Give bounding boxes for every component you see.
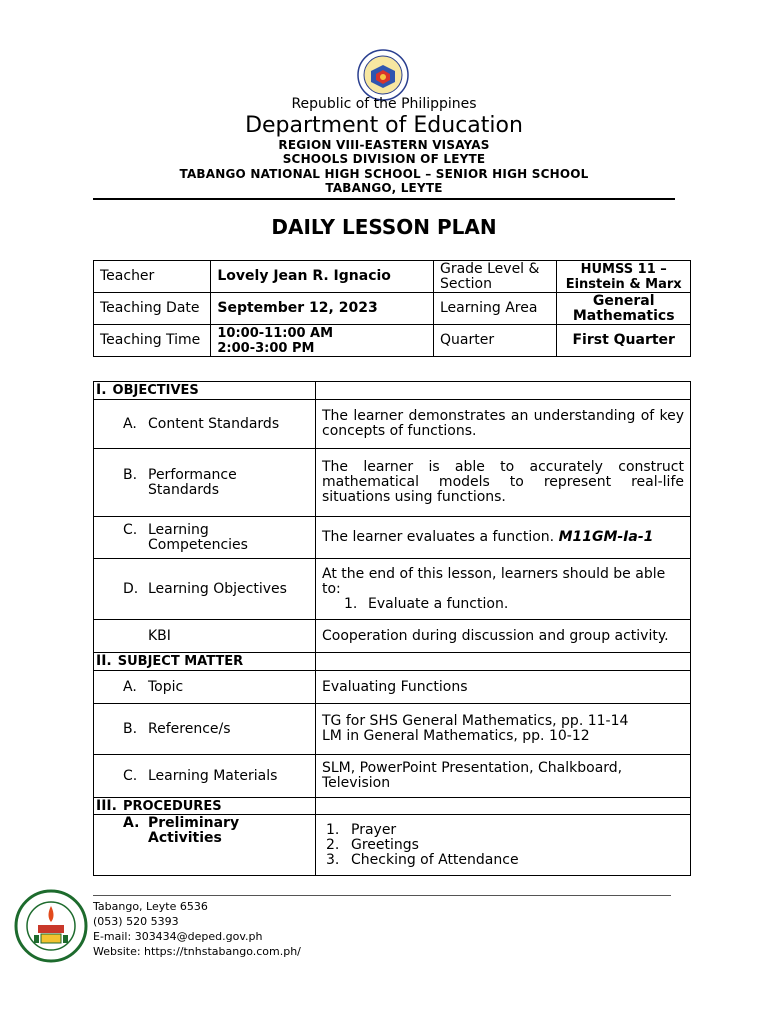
grade-label: Grade Level & Section bbox=[433, 261, 556, 293]
content-standards-label: A. Content Standards bbox=[94, 400, 316, 449]
learning-competencies-label: C. Learning Competencies bbox=[94, 517, 316, 559]
learning-objectives-text: At the end of this lesson, learners should be able to: 1. Evaluate a function. bbox=[316, 559, 691, 620]
tnhs-school-logo-icon bbox=[14, 889, 88, 963]
time-value bbox=[211, 325, 434, 357]
department-name: Department of Education bbox=[245, 113, 523, 138]
list-item-text: Checking of Attendance bbox=[351, 851, 519, 868]
time-afternoon: 2:00-3:00 PM bbox=[217, 340, 315, 356]
topic-text: Evaluating Functions bbox=[316, 671, 691, 704]
area-label: Learning Area bbox=[433, 293, 556, 325]
school-town: TABANGO, LEYTE bbox=[325, 181, 443, 195]
content-standards-text: The learner demonstrates an understanding of key concepts of functions. bbox=[316, 400, 691, 449]
list-item-number: 1. bbox=[326, 821, 340, 838]
time-morning: 10:00-11:00 AM bbox=[217, 325, 334, 341]
info-table bbox=[93, 260, 691, 357]
footer-contact bbox=[93, 899, 301, 959]
section-subject-matter: II. SUBJECT MATTER bbox=[94, 653, 316, 671]
learning-objectives-label: D. Learning Objectives bbox=[94, 559, 316, 620]
lesson-plan-table bbox=[93, 381, 691, 876]
performance-standards-text: The learner is able to accurately construct mathematical models to represent real-life situations using functions. bbox=[316, 449, 691, 517]
teacher-value: Lovely Jean R. Ignacio bbox=[211, 261, 434, 293]
list-item bbox=[326, 823, 684, 838]
division-line: SCHOOLS DIVISION OF LEYTE bbox=[282, 152, 486, 166]
list-item-text: Prayer bbox=[351, 821, 397, 838]
list-item bbox=[326, 853, 684, 868]
list-item-number: 2. bbox=[326, 836, 340, 853]
learning-competencies-text: The learner evaluates a function. M11GM-Ia-1 bbox=[316, 517, 691, 559]
area-value: General Mathematics bbox=[557, 293, 691, 325]
date-value: September 12, 2023 bbox=[211, 293, 434, 325]
objective-item: 1. Evaluate a function. bbox=[344, 595, 509, 612]
preliminary-activities-list bbox=[316, 815, 691, 876]
quarter-label: Quarter bbox=[433, 325, 556, 357]
footer-phone: (053) 520 5393 bbox=[93, 915, 179, 928]
performance-standards-label: B. Performance Standards bbox=[94, 449, 316, 517]
header-divider bbox=[93, 198, 675, 200]
footer-divider bbox=[93, 895, 671, 896]
list-item bbox=[326, 838, 684, 853]
kbi-label: KBI bbox=[94, 620, 316, 653]
references-label: B. Reference/s bbox=[94, 704, 316, 755]
list-item-text: Greetings bbox=[351, 836, 419, 853]
topic-label: A. Topic bbox=[94, 671, 316, 704]
section-procedures: III. PROCEDURES bbox=[94, 798, 316, 815]
deped-seal-icon bbox=[357, 49, 409, 101]
references-text: TG for SHS General Mathematics, pp. 11-14 LM in General Mathematics, pp. 10-12 bbox=[316, 704, 691, 755]
section-title: OBJECTIVES bbox=[112, 383, 199, 398]
date-label: Teaching Date bbox=[94, 293, 211, 325]
republic-line: Republic of the Philippines bbox=[291, 96, 477, 112]
footer-address: Tabango, Leyte 6536 bbox=[93, 900, 208, 913]
teacher-label: Teacher bbox=[94, 261, 211, 293]
time-label: Teaching Time bbox=[94, 325, 211, 357]
learning-materials-label: C. Learning Materials bbox=[94, 755, 316, 798]
competency-code: M11GM-Ia-1 bbox=[558, 529, 654, 545]
grade-value: HUMSS 11 – Einstein & Marx bbox=[557, 261, 691, 293]
footer-website[interactable]: Website: https://tnhstabango.com.ph/ bbox=[93, 945, 301, 958]
footer-email: E-mail: 303434@deped.gov.ph bbox=[93, 930, 263, 943]
kbi-text: Cooperation during discussion and group activity. bbox=[316, 620, 691, 653]
page-title: DAILY LESSON PLAN bbox=[271, 215, 497, 239]
list-item-number: 3. bbox=[326, 851, 340, 868]
section-objectives bbox=[94, 382, 316, 400]
preliminary-activities-label: A. Preliminary Activities bbox=[94, 815, 316, 876]
region-line: REGION VIII-EASTERN VISAYAS bbox=[278, 138, 490, 152]
school-name: TABANGO NATIONAL HIGH SCHOOL – SENIOR HIGH SCHOOL bbox=[179, 167, 589, 181]
learning-materials-text: SLM, PowerPoint Presentation, Chalkboard, Television bbox=[316, 755, 691, 798]
quarter-value: First Quarter bbox=[557, 325, 691, 357]
section-num: I. bbox=[96, 382, 107, 398]
